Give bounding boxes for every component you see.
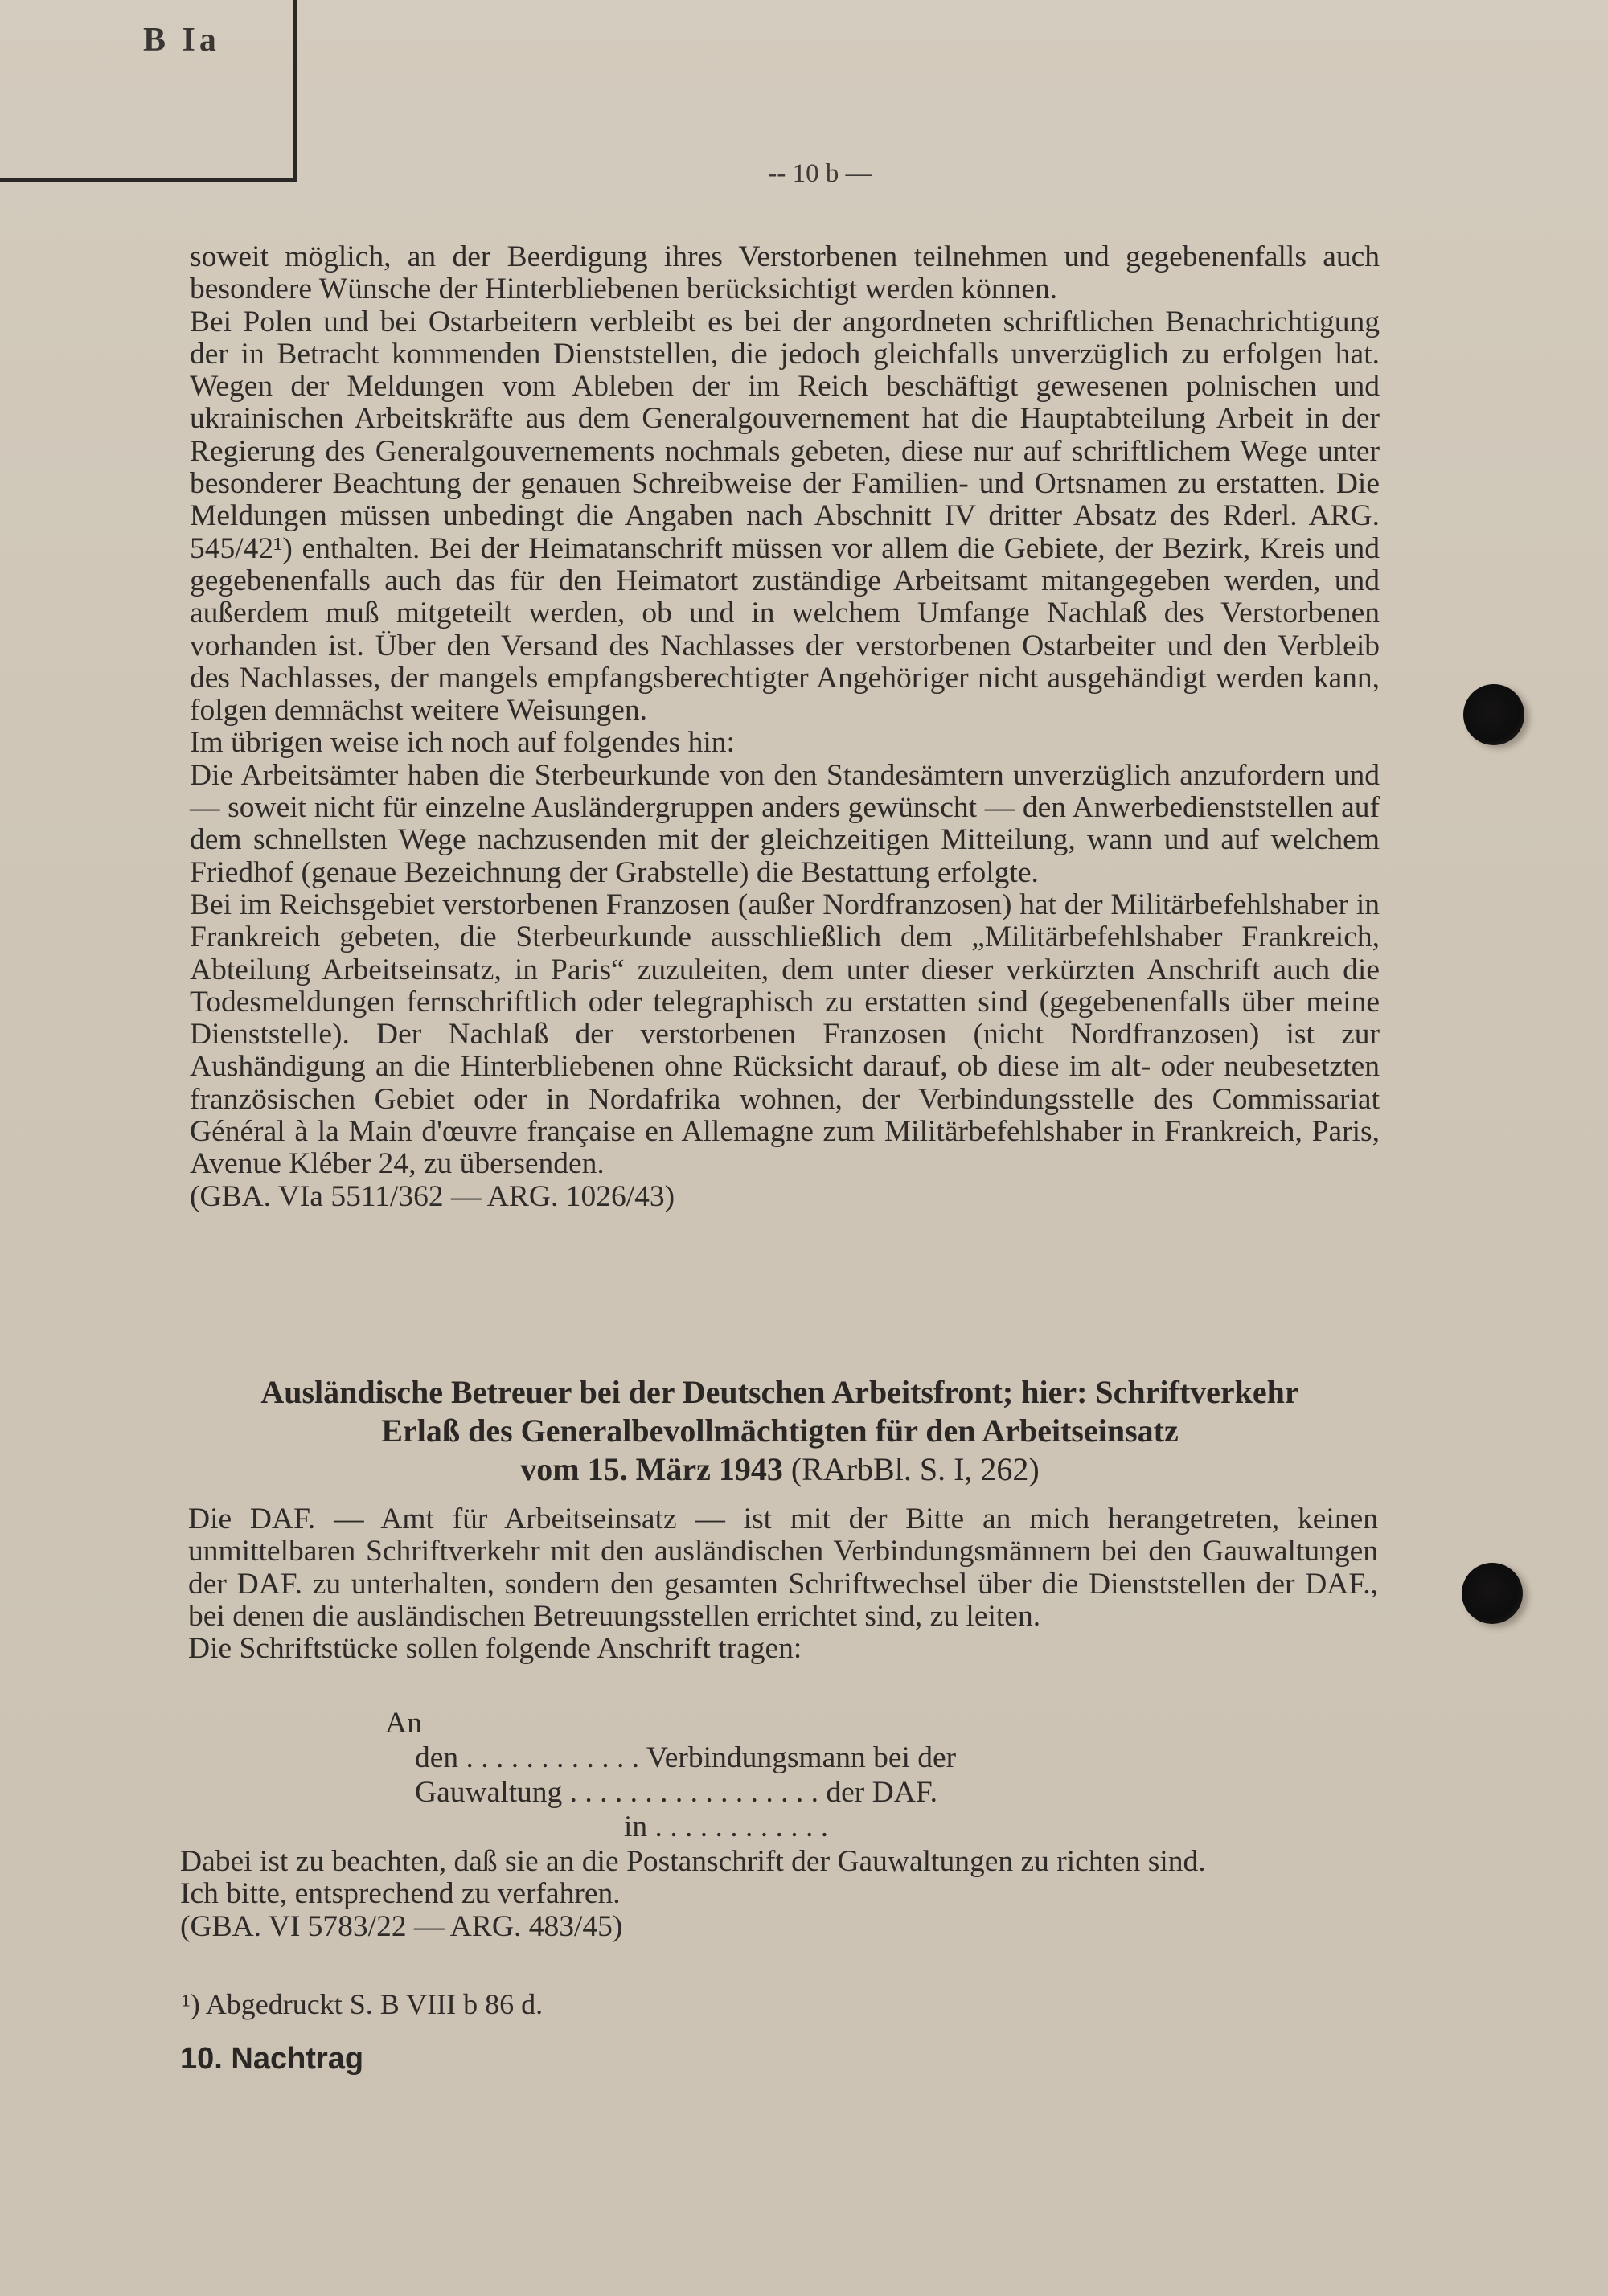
supplement-label: 10. Nachtrag [180, 2042, 364, 2076]
address-line: An [385, 1707, 422, 1740]
heading-subtitle: Erlaß des Generalbevollmächtigten für den Arbeitseinsatz [381, 1412, 1179, 1449]
page-number: -- 10 b — [768, 159, 872, 188]
register-tab-label: B Ia [143, 22, 220, 59]
address-line: den . . . . . . . . . . . . Verbindungsmann bei der [415, 1741, 957, 1774]
decree-text [188, 1503, 1378, 1665]
paragraph: Dabei ist zu beachten, daß sie an die Postanschrift der Gauwaltungen zu richten sind. [180, 1845, 1206, 1878]
footnote [182, 1987, 905, 2021]
paragraph: soweit möglich, an der Beerdigung ihres Verstorbenen teilnehmen und gegebenenfalls auch besondere Wünsche der Hinterbliebenen berücksichtigt werden können. [190, 240, 1380, 306]
footnote-text: Abgedruckt S. B VIII b 86 d. [205, 1988, 544, 2020]
footnote-marker: ¹) [182, 1988, 200, 2020]
paragraph: Die DAF. — Amt für Arbeitseinsatz — ist mit der Bitte an mich herangetreten, keinen unmittelbaren Schriftverkehr mit den ausländischen Verbindungsmännern bei den Gauwaltungen der DAF. zu unterhalten, sondern den gesamten Schriftwechsel über die Dienststellen der DAF., bei denen die ausländischen Betreuungsstellen errichtet sind, zu leiten. [188, 1503, 1378, 1633]
paragraph: Ich bitte, entsprechend zu verfahren. [180, 1877, 621, 1911]
heading-date-line [161, 1450, 1399, 1489]
heading-source: (RArbBl. S. I, 262) [790, 1451, 1040, 1487]
heading-title: Ausländische Betreuer bei der Deutschen Arbeitsfront; hier: Schriftverkehr [260, 1374, 1299, 1410]
heading-date: vom 15. März 1943 [520, 1451, 783, 1487]
decree-continuation-text [190, 241, 1380, 1213]
reference-citation: (GBA. VI 5783/22 — ARG. 483/45) [180, 1909, 623, 1943]
reference-citation: (GBA. VIa 5511/362 — ARG. 1026/43) [190, 1179, 675, 1213]
paragraph: Bei Polen und bei Ostarbeitern verbleibt es bei der angordneten schriftlichen Benachrichtigung der in Betracht kommenden Dienststellen, die jedoch gleichfalls unverzüglich zu erfolgen hat. Wegen der Meldungen vom Ableben der im Reich beschäftigt gewesenen polnischen und ukrainischen Arbeitskräfte aus dem Generalgouvernement hat die Hauptabteilung Arbeit in der Regierung des Generalgouvernements nochmals gebeten, diese nur auf schriftlichem Wege unter besonderer Beachtung der genauen Schreibweise der Familien- und Ortsnamen zu erstatten. Die Meldungen müssen unbedingt die Angaben nach Abschnitt IV dritter Absatz des Rderl. ARG. 545/42¹) enthalten. Bei der Heimatanschrift müssen vor allem die Gebiete, der Bezirk, Kreis und gegebenenfalls auch das für den Heimatort zuständige Arbeitsamt mitangegeben werden, und außerdem muß mitgeteilt werden, ob und in welchem Umfange Nachlaß des Verstorbenen vorhanden ist. Über den Versand des Nachlasses der verstorbenen Ostarbeiter und den Verbleib des Nachlasses, der mangels empfangsberechtigter Angehöriger nicht ausgehändigt werden kann, folgen demnächst weitere Weisungen. [190, 305, 1380, 728]
register-tab-box [0, 0, 297, 182]
address-line: Gauwaltung . . . . . . . . . . . . . . . . . der DAF. [415, 1776, 938, 1809]
punch-hole [1463, 684, 1524, 745]
paragraph: Die Arbeitsämter haben die Sterbeurkunde von den Standesämtern unverzüglich anzufordern und — soweit nicht für einzelne Ausländergruppen anders gewünscht — den Anwerbedienststellen auf dem schnellsten Wege nachzusenden mit der gleichzeitigen Mitteilung, wann und auf welchem Friedhof (genaue Bezeichnung der Grabstelle) die Bestattung erfolgte. [190, 758, 1380, 889]
address-line: in . . . . . . . . . . . . [624, 1810, 829, 1843]
punch-hole [1462, 1563, 1523, 1624]
paragraph: Bei im Reichsgebiet verstorbenen Franzosen (außer Nordfranzosen) hat der Militärbefehlshaber in Frankreich gebeten, die Sterbeurkunde ausschließlich dem „Militärbefehlshaber Frankreich, Abteilung Arbeitseinsatz, in Paris“ zuzuleiten, dem unter dieser verkürzten Anschrift auch die Todesmeldungen fernschriftlich oder telegraphisch zu erstatten sind (gegebenenfalls über meine Dienststelle). Der Nachlaß der verstorbenen Franzosen (nicht Nordfranzosen) ist zur Aushändigung an die Hinterbliebenen ohne Rücksicht darauf, ob diese im alt- oder neubesetzten französischen Gebiet oder in Nordafrika wohnen, der Verbindungsstelle des Commissariat Général à la Main d'œuvre française en Allemagne zum Militärbefehlshaber in Frankreich, Paris, Avenue Kléber 24, zu übersenden. [190, 888, 1380, 1181]
section-heading [161, 1373, 1399, 1489]
address-template [190, 1706, 1380, 1844]
decree-closing [180, 1846, 1378, 1943]
paragraph: Die Schriftstücke sollen folgende Anschrift tragen: [188, 1632, 802, 1666]
paragraph: Im übrigen weise ich noch auf folgendes hin: [190, 726, 735, 760]
